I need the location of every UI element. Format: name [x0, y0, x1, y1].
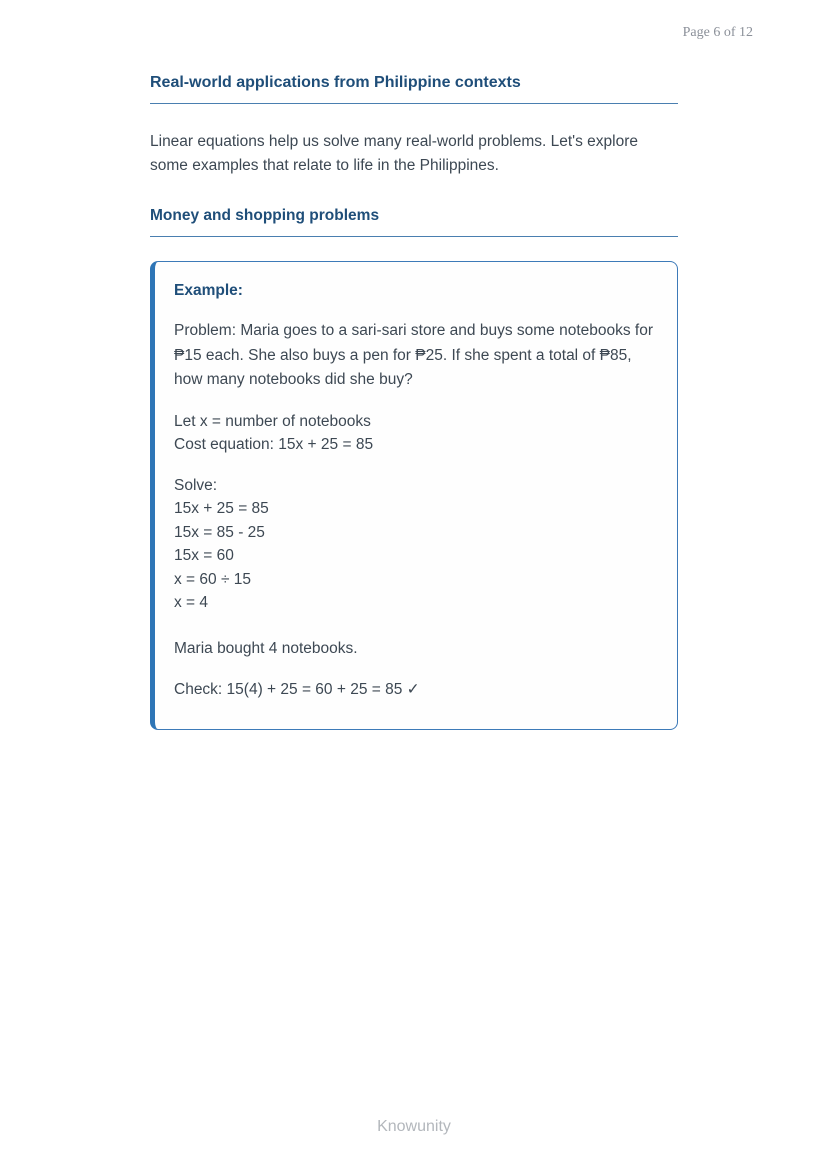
example-box — [150, 261, 678, 730]
intro-paragraph: Linear equations help us solve many real-world problems. Let's explore some examples that relate to life in the Philippines. — [150, 133, 639, 174]
check-statement: Check: 15(4) + 25 = 60 + 25 = 85 ✓ — [174, 681, 420, 698]
solve-step: 15x = 60 — [174, 547, 234, 564]
page-number: Page 6 of 12 — [682, 25, 753, 40]
solution-steps — [174, 474, 655, 615]
solve-step: 15x = 85 - 25 — [174, 523, 265, 541]
solve-label: Solve: — [174, 476, 218, 494]
solve-step: x = 60 ÷ 15 — [174, 570, 252, 588]
solve-step: 15x + 25 = 85 — [174, 500, 269, 517]
problem-statement: Problem: Maria goes to a sari-sari store and buys some notebooks for ₱15 each. She also buys a pen for ₱25. If she spent a total of ₱85, how many notebooks did she buy? — [174, 322, 654, 388]
equation-setup — [174, 410, 655, 457]
sub-heading-money-and-shopping: Money and shopping problems — [150, 207, 678, 237]
example-box-title: Example: — [174, 282, 243, 299]
footer-brand-knowunity: Knowunity — [377, 1118, 451, 1135]
section-heading-real-world-applications: Real-world applications from Philippine contexts — [150, 74, 678, 104]
setup-line: Let x = number of notebooks — [174, 412, 371, 430]
conclusion-statement: Maria bought 4 notebooks. — [174, 639, 358, 657]
solve-step: x = 4 — [174, 594, 209, 611]
setup-line: Cost equation: 15x + 25 = 85 — [174, 436, 374, 453]
document-content — [150, 74, 678, 730]
